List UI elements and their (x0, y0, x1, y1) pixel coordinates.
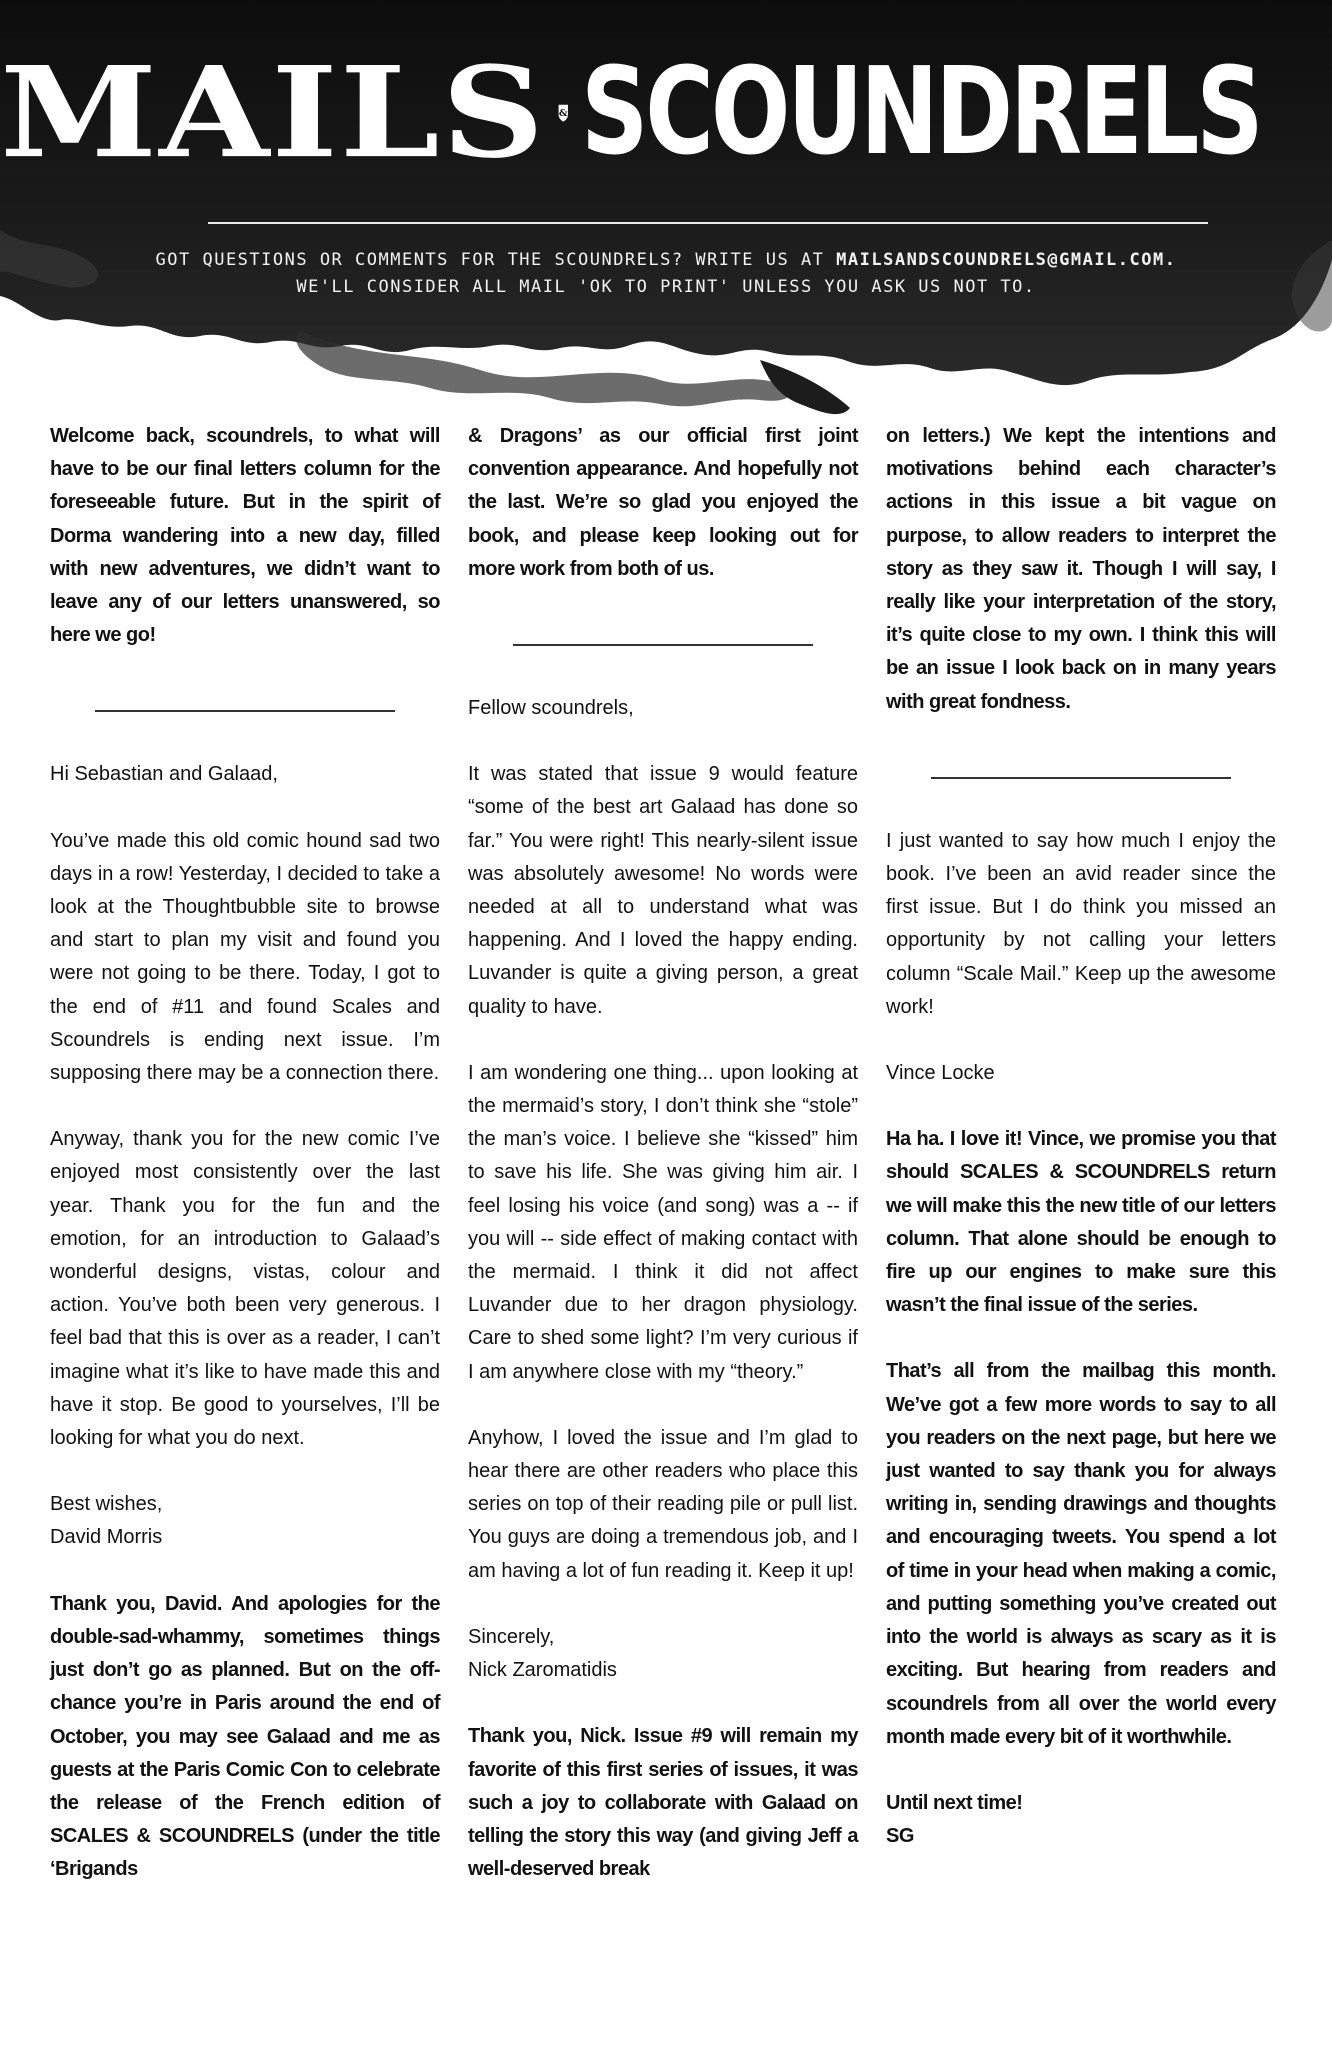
letter-signoff: Best wishes, (50, 1493, 163, 1516)
editor-reply: Ha ha. I love it! Vince, we promise you that should SCALES & SCOUNDRELS return we will make this the new title of our letters column. That alone should be enough to fire up our engines to make sure this wasn’t the final issue of the series. (886, 1128, 1276, 1317)
tagline-line-2: WE'LL CONSIDER ALL MAIL 'OK TO PRINT' UNLESS YOU ASK US NOT TO. (296, 277, 1036, 297)
header-divider (208, 222, 1208, 224)
letter-greeting: Hi Sebastian and Galaad, (50, 763, 278, 786)
text-column-1 (50, 420, 440, 1887)
tagline-prefix: GOT QUESTIONS OR COMMENTS FOR THE SCOUNDRELS? WRITE US AT (155, 250, 837, 270)
ampersand-shield-icon (558, 54, 569, 172)
ampersand-text: & (559, 107, 568, 119)
letter-signoff: Sincerely, (468, 1625, 555, 1648)
letter-greeting: Fellow scoundrels, (468, 697, 634, 720)
letter-paragraph: Anyhow, I loved the issue and I’m glad to hear there are other readers who place this series on top of their reading pile or pull list. You guys are doing a tremendous job, and I am having a lot of fun reading it. Keep it up! (468, 1426, 858, 1582)
title-scoundrels: SCOUNDRELS (580, 43, 1261, 182)
tagline-line-1 (0, 250, 1332, 270)
editor-initials: SG (886, 1825, 914, 1848)
editor-reply: Thank you, David. And apologies for the double-sad-whammy, sometimes things just don’t go as planned. But on the off-chance you’re in Paris around the end of October, you may see Galaad and me as guests at the Paris Comic Con to celebrate the release of the French edition of SCALES & SCOUNDRELS (under the title ‘Brigands (50, 1592, 440, 1881)
letter-author: Nick Zaromatidis (468, 1659, 617, 1682)
closing-paragraph: That’s all from the mailbag this month. We’ve got a few more words to say to all you readers on the next page, but here we just wanted to say thank you for always writing in, sending drawings and thoughts and encouraging tweets. You spend a lot of time in your head when making a comic, and putting something you’ve created out into the world is always as scary as it is exciting. But hearing from readers and scoundrels from all over the world every month made every bit of it worthwhile. (886, 1360, 1276, 1748)
letter-paragraph: Anyway, thank you for the new comic I’ve enjoyed most consistently over the last year. Thank you for the fun and the emotion, for an introduction to Galaad’s wonderful designs, vistas, colour and action. You’ve both been very generous. I feel bad that this is over as a reader, I can’t imagine what it’s like to have made this and have it stop. Be good to yourselves, I’ll be looking for what you do next. (50, 1128, 440, 1450)
text-column-3 (886, 420, 1276, 1853)
letter-author: David Morris (50, 1526, 163, 1549)
letter-paragraph: I am wondering one thing... upon looking at the mermaid’s story, I don’t think she “stole” the man’s voice. I believe she “kissed” him to save his life. She was giving him air. I feel losing his voice (and song) was a -- if you will -- side effect of making contact with the mermaid. I think it did not affect Luvander due to her dragon physiology. Care to shed some light? I’m very curious if I am anywhere close with my “theory.” (468, 1061, 858, 1383)
letter-paragraph: It was stated that issue 9 would feature “some of the best art Galaad has done so far.” You were right! This nearly-silent issue was absolutely awesome! No words were needed at all to understand what was happening. And I loved the happy ending. Luvander is quite a giving person, a great quality to have. (468, 763, 858, 1018)
letter-author: Vince Locke (886, 1062, 995, 1085)
letter-paragraph: I just wanted to say how much I enjoy the book. I’ve been an avid reader since the first issue. But I do think you missed an opportunity by not calling your letters column “Scale Mail.” Keep up the awesome work! (886, 829, 1276, 1018)
editor-reply-continued: on letters.) We kept the intentions and motivations behind each character’s actions in this issue a bit vague on purpose, to allow readers to interpret the story as they saw it. Though I will say, I really like your interpretation of the story, it’s quite close to my own. I think this will be an issue I look back on in many years with great fondness. (886, 425, 1276, 713)
text-column-2 (468, 420, 858, 1886)
letter-paragraph: You’ve made this old comic hound sad two days in a row! Yesterday, I decided to take a look at the Thoughtbubble site to browse and start to plan my visit and found you were not going to be there. Today, I got to the end of #11 and found Scales and Scoundrels is ending next issue. I’m supposing there may be a connection there. (50, 829, 440, 1085)
sign-off: Until next time! (886, 1791, 1023, 1814)
intro-paragraph: Welcome back, scoundrels, to what will have to be our final letters column for the foreseeable future. But in the spirit of Dorma wandering into a new day, filled with new adventures, we didn’t want to leave any of our letters unanswered, so here we go! (50, 425, 440, 647)
editor-reply-continued: & Dragons’ as our official first joint convention appearance. And hopefully not the last. We’re so glad you enjoyed the book, and please keep looking out for more work from both of us. (468, 425, 858, 580)
contact-email: MAILSANDSCOUNDRELS@GMAIL.COM. (836, 250, 1177, 270)
title-mails: MAILS (0, 39, 547, 187)
column-title (0, 38, 1332, 188)
editor-reply: Thank you, Nick. Issue #9 will remain my favorite of this first series of issues, it was such a joy to collaborate with Galaad on telling the story this way (and giving Jeff a well-deserved break (468, 1725, 858, 1881)
